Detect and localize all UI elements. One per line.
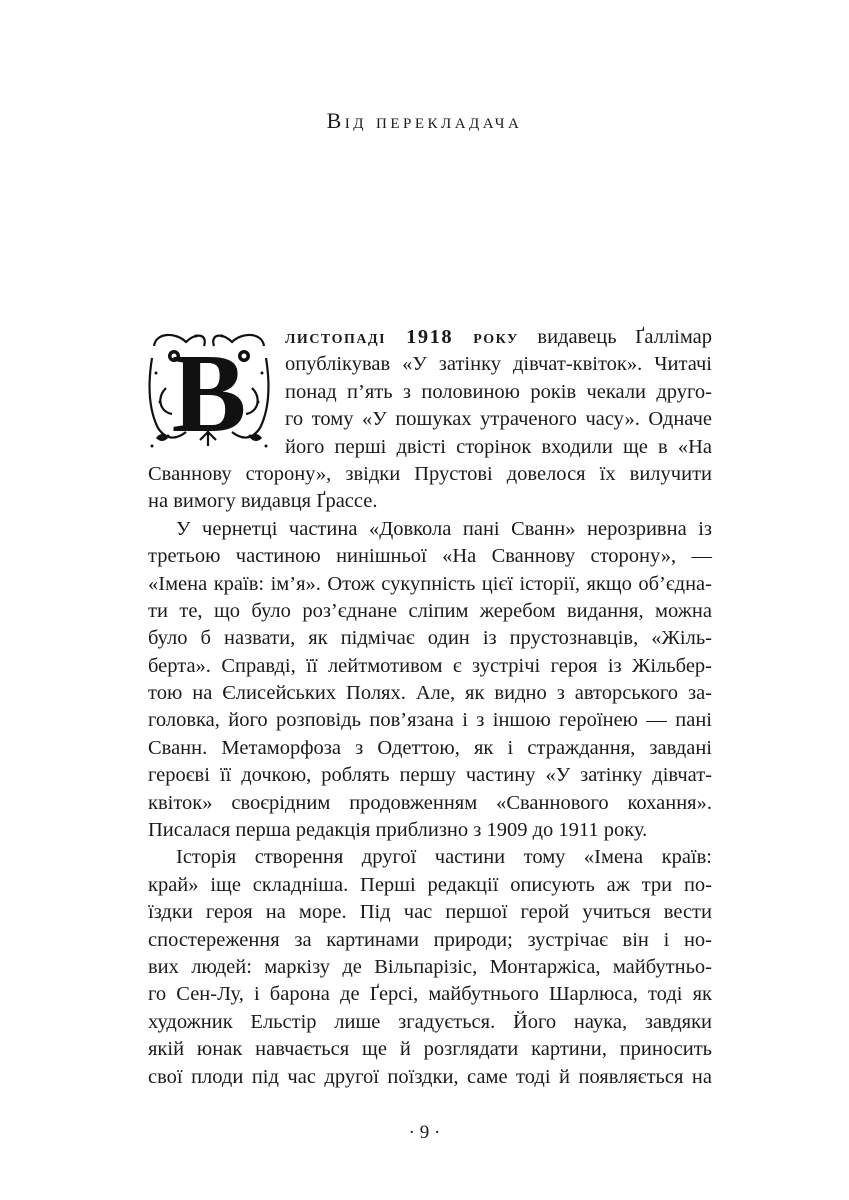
chapter-title: Від перекладача [326,108,523,133]
text-line: берта». Справді, її лейтмотивом є зустрічі героя із Жільбер- [148,654,712,677]
text-line: «Імена країв: ім’я». Отож сукупність цієї історії, якщо об’єдна- [148,572,712,595]
text-line: край» іще складніша. Перші редакції описують аж три по- [148,873,712,896]
text-line: листопаді 1918 року видавець Ґаллімар [285,326,712,348]
text-line: У чернетці частина «Довкола пані Сванн» нерозривна із [176,517,712,540]
text-line: тою на Єлисейських Полях. Але, як видно з авторського за- [148,682,712,705]
text-line: на вимогу видавця Ґрассе. [148,490,378,513]
text-line: го тому «У пошуках утраченого часу». Одначе [285,408,712,431]
text-line: було б назвати, як підмічає один із прустознавців, «Жіль- [148,627,712,650]
text-line: Сванн. Метаморфоза з Одеттою, як і страждання, завдані [148,736,712,759]
text-line: квіток» своєрідним продовженням «Сваннового кохання». [148,791,712,814]
text-line: свої плоди під час другої поїздки, саме тоді й появляється на [148,1065,712,1088]
text-line: ти те, що було роз’єднане сліпим жеребом видання, можна [148,599,712,622]
body-text [148,324,712,1091]
text-line: Писалася перша редакція приблизно з 1909 до 1911 року. [148,819,648,842]
text-line: вих людей: маркізу де Вільпарізіс, Монтаржіса, майбутньо- [148,955,712,978]
text-line: його перші двісті сторінок входили ще в «На [285,435,712,458]
text-line: героєві її дочкою, роблять першу частину «У затінку дівчат- [148,764,712,787]
text-line: Історія створення другої частини тому «Імена країв: [176,846,712,869]
text-line: Сваннову сторону», звідки Прустові довелося їх вилучити [148,462,712,485]
text-line: опублікував «У затінку дівчат-квіток». Читачі [285,353,712,376]
text-line: понад п’ять з половиною років чекали друго- [285,380,712,403]
page-number: · 9 · [408,1122,441,1143]
text-line: художник Ельстір лише згадується. Його наука, завдяки [148,1010,712,1033]
text-line: спостереження за картинами природи; зустрічає він і но- [148,928,712,951]
svg-text:В: В [171,332,247,450]
text-line: го Сен-Лу, і барона де Ґерсі, майбутнього Шарлюса, тоді як [148,983,712,1006]
text-line: головка, його розповідь пов’язана і з іншою героїнею — пані [148,709,712,732]
text-line: третьою частиною нинішньої «На Сваннову сторону», — [148,545,712,568]
text-line: якій юнак навчається ще й розглядати картини, приносить [148,1038,712,1061]
text-line: їздки героя на море. Під час першої герой учиться вести [148,901,712,924]
